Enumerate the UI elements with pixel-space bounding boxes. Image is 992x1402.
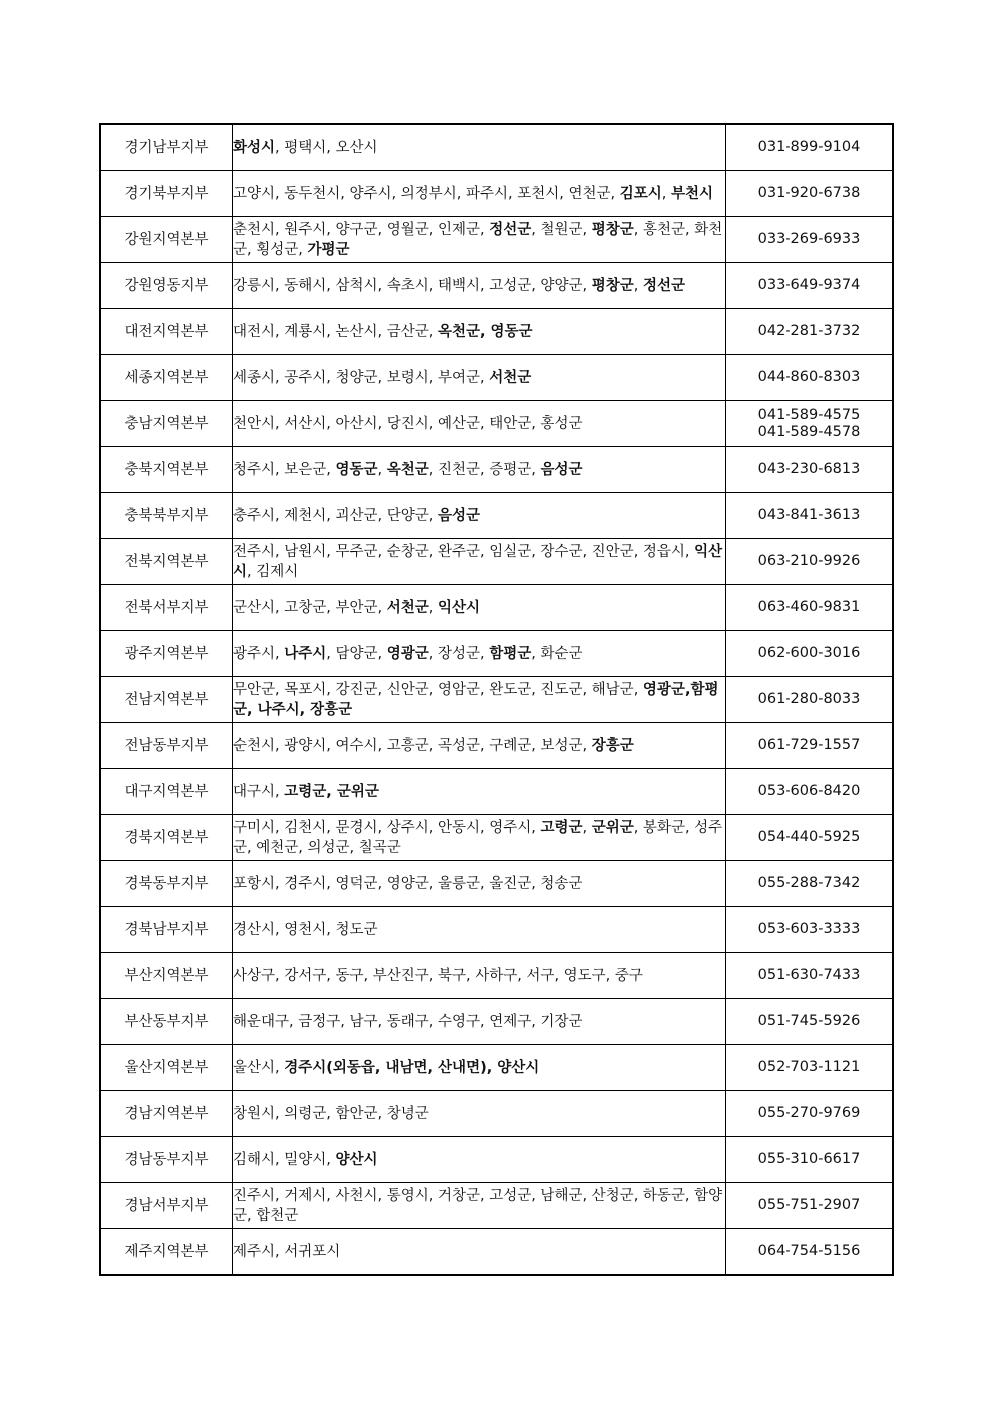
branch-name-cell: 제주지역본부 [100, 1229, 233, 1276]
coverage-area-cell [233, 539, 726, 585]
highlighted-area-text: 고령군 [540, 819, 583, 836]
area-text: , 장성군, [428, 645, 490, 662]
phone-number: 055-751-2907 [757, 1197, 861, 1213]
highlighted-area-text: 옥천군, 영동군 [437, 323, 533, 340]
phone-cell [726, 723, 894, 769]
highlighted-area-text: 영광군,함평군, 나주시, 장흥군 [233, 681, 719, 718]
branch-name-cell: 대구지역본부 [100, 769, 233, 815]
phone-number: 061-729-1557 [757, 737, 861, 753]
highlighted-area-text: 서천군 [386, 599, 429, 616]
branch-name-cell: 전남동부지부 [100, 723, 233, 769]
phone-number: 064-754-5156 [757, 1243, 861, 1259]
area-text: , [377, 461, 387, 478]
table-row [100, 953, 893, 999]
area-text: 전주시, 남원시, 무주군, 순창군, 완주군, 임실군, 장수군, 진안군, 정읍시, [233, 543, 695, 560]
branch-name-cell: 경남서부지부 [100, 1183, 233, 1229]
area-text: 김해시, 밀양시, [233, 1151, 336, 1168]
table-row [100, 1091, 893, 1137]
coverage-area-cell [233, 631, 726, 677]
table-row [100, 493, 893, 539]
highlighted-area-text: 양산시 [335, 1151, 378, 1168]
coverage-area-cell [233, 355, 726, 401]
highlighted-area-text: 옥천군 [386, 461, 429, 478]
area-text: , 봉화군, 성주군, 예천군, 의성군, 칠곡군 [233, 819, 723, 856]
table-row [100, 1183, 893, 1229]
branch-name-cell: 충북지역본부 [100, 447, 233, 493]
branch-name-cell: 전북서부지부 [100, 585, 233, 631]
highlighted-area-text: 장흥군 [591, 737, 634, 754]
highlighted-area-text: 영광군 [386, 645, 429, 662]
highlighted-area-text: 군위군 [591, 819, 634, 836]
phone-number: 053-603-3333 [757, 921, 861, 937]
highlighted-area-text: 서천군 [489, 369, 532, 386]
highlighted-area-text: 익산시 [437, 599, 480, 616]
table-row [100, 999, 893, 1045]
area-text: 순천시, 광양시, 여수시, 고흥군, 곡성군, 구례군, 보성군, [233, 737, 592, 754]
phone-number: 042-281-3732 [757, 323, 861, 339]
area-text: 강릉시, 동해시, 삼척시, 속초시, 태백시, 고성군, 양양군, [233, 277, 592, 294]
highlighted-area-text: 나주시 [284, 645, 327, 662]
branch-name-cell: 부산동부지부 [100, 999, 233, 1045]
branch-contact-table [99, 123, 894, 1276]
table-row [100, 1137, 893, 1183]
highlighted-area-text: 경주시(외동읍, 내남면, 산내면), 양산시 [284, 1059, 540, 1076]
highlighted-area-text: 정선군 [489, 221, 532, 238]
area-text: 세종시, 공주시, 청양군, 보령시, 부여군, [233, 369, 490, 386]
phone-cell [726, 1183, 894, 1229]
area-text: 사상구, 강서구, 동구, 부산진구, 북구, 사하구, 서구, 영도구, 중구 [233, 967, 643, 984]
area-text: 군산시, 고창군, 부안군, [233, 599, 387, 616]
highlighted-area-text: 익산시 [233, 543, 723, 580]
phone-cell [726, 585, 894, 631]
coverage-area-cell [233, 124, 726, 171]
area-text: 무안군, 목포시, 강진군, 신안군, 영암군, 완도군, 진도군, 해남군, [233, 681, 643, 698]
phone-cell [726, 1045, 894, 1091]
area-text: 진주시, 거제시, 사천시, 통영시, 거창군, 고성군, 남해군, 산청군, 하동군, 함양군, 합천군 [233, 1187, 723, 1224]
phone-cell [726, 861, 894, 907]
phone-cell [726, 1229, 894, 1276]
area-text: 대구시, [233, 783, 285, 800]
branch-name-cell: 경북남부지부 [100, 907, 233, 953]
coverage-area-cell [233, 861, 726, 907]
coverage-area-cell [233, 447, 726, 493]
area-text: , 홍천군, 화천군, 횡성군, [233, 221, 723, 258]
phone-number: 055-310-6617 [757, 1151, 861, 1167]
area-text: , [428, 599, 438, 616]
area-text: 포항시, 경주시, 영덕군, 영양군, 울릉군, 울진군, 청송군 [233, 875, 583, 892]
coverage-area-cell [233, 493, 726, 539]
highlighted-area-text: 함평군 [489, 645, 532, 662]
phone-number: 043-841-3613 [757, 507, 861, 523]
area-text: 창원시, 의령군, 함안군, 창녕군 [233, 1105, 429, 1122]
phone-number: 054-440-5925 [757, 829, 861, 845]
table-row [100, 263, 893, 309]
area-text: , 화순군 [531, 645, 583, 662]
phone-number: 031-899-9104 [757, 139, 861, 155]
table-row [100, 585, 893, 631]
phone-cell [726, 309, 894, 355]
phone-cell [726, 1137, 894, 1183]
branch-name-cell: 경남동부지부 [100, 1137, 233, 1183]
phone-number: 041-589-4578 [757, 423, 861, 440]
coverage-area-cell [233, 1091, 726, 1137]
table-row [100, 723, 893, 769]
area-text: , [633, 277, 643, 294]
phone-cell [726, 769, 894, 815]
area-text: 구미시, 김천시, 문경시, 상주시, 안동시, 영주시, [233, 819, 541, 836]
highlighted-area-text: 고령군, 군위군 [284, 783, 379, 800]
highlighted-area-text: 정선군 [642, 277, 685, 294]
area-text: , 평택시, 오산시 [275, 139, 378, 156]
table-row [100, 401, 893, 447]
table-row [100, 355, 893, 401]
branch-name-cell: 경기남부지부 [100, 124, 233, 171]
area-text: 춘천시, 원주시, 양구군, 영월군, 인제군, [233, 221, 490, 238]
phone-cell [726, 1091, 894, 1137]
highlighted-area-text: 가평군 [307, 241, 350, 258]
coverage-area-cell [233, 1183, 726, 1229]
highlighted-area-text: 김포시 [619, 185, 662, 202]
highlighted-area-text: 평창군 [591, 221, 634, 238]
coverage-area-cell [233, 1137, 726, 1183]
table-row [100, 539, 893, 585]
area-text: 고양시, 동두천시, 양주시, 의정부시, 파주시, 포천시, 연천군, [233, 185, 620, 202]
phone-number: 052-703-1121 [757, 1059, 861, 1075]
phone-number: 063-210-9926 [757, 553, 861, 569]
coverage-area-cell [233, 309, 726, 355]
branch-name-cell: 부산지역본부 [100, 953, 233, 999]
branch-name-cell: 경기북부지부 [100, 171, 233, 217]
phone-cell [726, 401, 894, 447]
coverage-area-cell [233, 1229, 726, 1276]
phone-number: 051-630-7433 [757, 967, 861, 983]
coverage-area-cell [233, 585, 726, 631]
phone-cell [726, 953, 894, 999]
phone-cell [726, 907, 894, 953]
highlighted-area-text: 음성군 [437, 507, 480, 524]
area-text: 광주시, [233, 645, 285, 662]
branch-name-cell: 울산지역본부 [100, 1045, 233, 1091]
phone-number: 061-280-8033 [757, 691, 861, 707]
phone-cell [726, 631, 894, 677]
branch-name-cell: 전남지역본부 [100, 677, 233, 723]
area-text: 천안시, 서산시, 아산시, 당진시, 예산군, 태안군, 홍성군 [233, 415, 583, 432]
phone-number: 033-649-9374 [757, 277, 861, 293]
table-row [100, 1229, 893, 1276]
table-row [100, 217, 893, 263]
branch-name-cell: 세종지역본부 [100, 355, 233, 401]
area-text: , 담양군, [326, 645, 387, 662]
table-row [100, 171, 893, 217]
coverage-area-cell [233, 1045, 726, 1091]
phone-cell [726, 124, 894, 171]
phone-cell [726, 217, 894, 263]
phone-number: 031-920-6738 [757, 185, 861, 201]
branch-name-cell: 충북북부지부 [100, 493, 233, 539]
area-text: 제주시, 서귀포시 [233, 1243, 341, 1260]
area-text: , [661, 185, 671, 202]
phone-number: 033-269-6933 [757, 231, 861, 247]
branch-name-cell: 충남지역본부 [100, 401, 233, 447]
phone-cell [726, 493, 894, 539]
highlighted-area-text: 평창군 [591, 277, 634, 294]
table-row [100, 907, 893, 953]
phone-number: 043-230-6813 [757, 461, 861, 477]
table-row [100, 815, 893, 861]
area-text: , 진천군, 증평군, [428, 461, 541, 478]
branch-name-cell: 광주지역본부 [100, 631, 233, 677]
branch-name-cell: 강원영동지부 [100, 263, 233, 309]
phone-number: 062-600-3016 [757, 645, 861, 661]
table-row [100, 124, 893, 171]
coverage-area-cell [233, 263, 726, 309]
phone-cell [726, 677, 894, 723]
coverage-area-cell [233, 723, 726, 769]
table-row [100, 769, 893, 815]
phone-cell [726, 263, 894, 309]
phone-number: 051-745-5926 [757, 1013, 861, 1029]
branch-name-cell: 경북동부지부 [100, 861, 233, 907]
coverage-area-cell [233, 677, 726, 723]
phone-cell [726, 447, 894, 493]
phone-number: 055-288-7342 [757, 875, 861, 891]
coverage-area-cell [233, 401, 726, 447]
coverage-area-cell [233, 999, 726, 1045]
phone-number: 063-460-9831 [757, 599, 861, 615]
table-row [100, 861, 893, 907]
area-text: , 김제시 [247, 563, 299, 580]
area-text: 충주시, 제천시, 괴산군, 단양군, [233, 507, 438, 524]
branch-name-cell: 전북지역본부 [100, 539, 233, 585]
table-row [100, 631, 893, 677]
phone-number: 055-270-9769 [757, 1105, 861, 1121]
table-row [100, 309, 893, 355]
phone-number: 044-860-8303 [757, 369, 861, 385]
phone-cell [726, 539, 894, 585]
coverage-area-cell [233, 769, 726, 815]
branch-name-cell: 대전지역본부 [100, 309, 233, 355]
branch-name-cell: 경북지역본부 [100, 815, 233, 861]
coverage-area-cell [233, 171, 726, 217]
phone-cell [726, 355, 894, 401]
phone-number: 041-589-4575 [757, 406, 861, 423]
branch-name-cell: 경남지역본부 [100, 1091, 233, 1137]
coverage-area-cell [233, 907, 726, 953]
area-text: 울산시, [233, 1059, 285, 1076]
highlighted-area-text: 화성시 [233, 139, 276, 156]
area-text: 경산시, 영천시, 청도군 [233, 921, 378, 938]
table-row [100, 1045, 893, 1091]
area-text: , 철원군, [531, 221, 592, 238]
phone-number: 053-606-8420 [757, 783, 861, 799]
phone-cell [726, 999, 894, 1045]
coverage-area-cell [233, 217, 726, 263]
highlighted-area-text: 음성군 [540, 461, 583, 478]
table-body [100, 124, 893, 1275]
highlighted-area-text: 부천시 [670, 185, 713, 202]
area-text: 해운대구, 금정구, 남구, 동래구, 수영구, 연제구, 기장군 [233, 1013, 583, 1030]
area-text: 대전시, 계룡시, 논산시, 금산군, [233, 323, 438, 340]
branch-name-cell: 강원지역본부 [100, 217, 233, 263]
table-row [100, 447, 893, 493]
coverage-area-cell [233, 815, 726, 861]
coverage-area-cell [233, 953, 726, 999]
phone-cell [726, 815, 894, 861]
highlighted-area-text: 영동군 [335, 461, 378, 478]
area-text: 청주시, 보은군, [233, 461, 336, 478]
table-row [100, 677, 893, 723]
area-text: , [582, 819, 592, 836]
phone-cell [726, 171, 894, 217]
